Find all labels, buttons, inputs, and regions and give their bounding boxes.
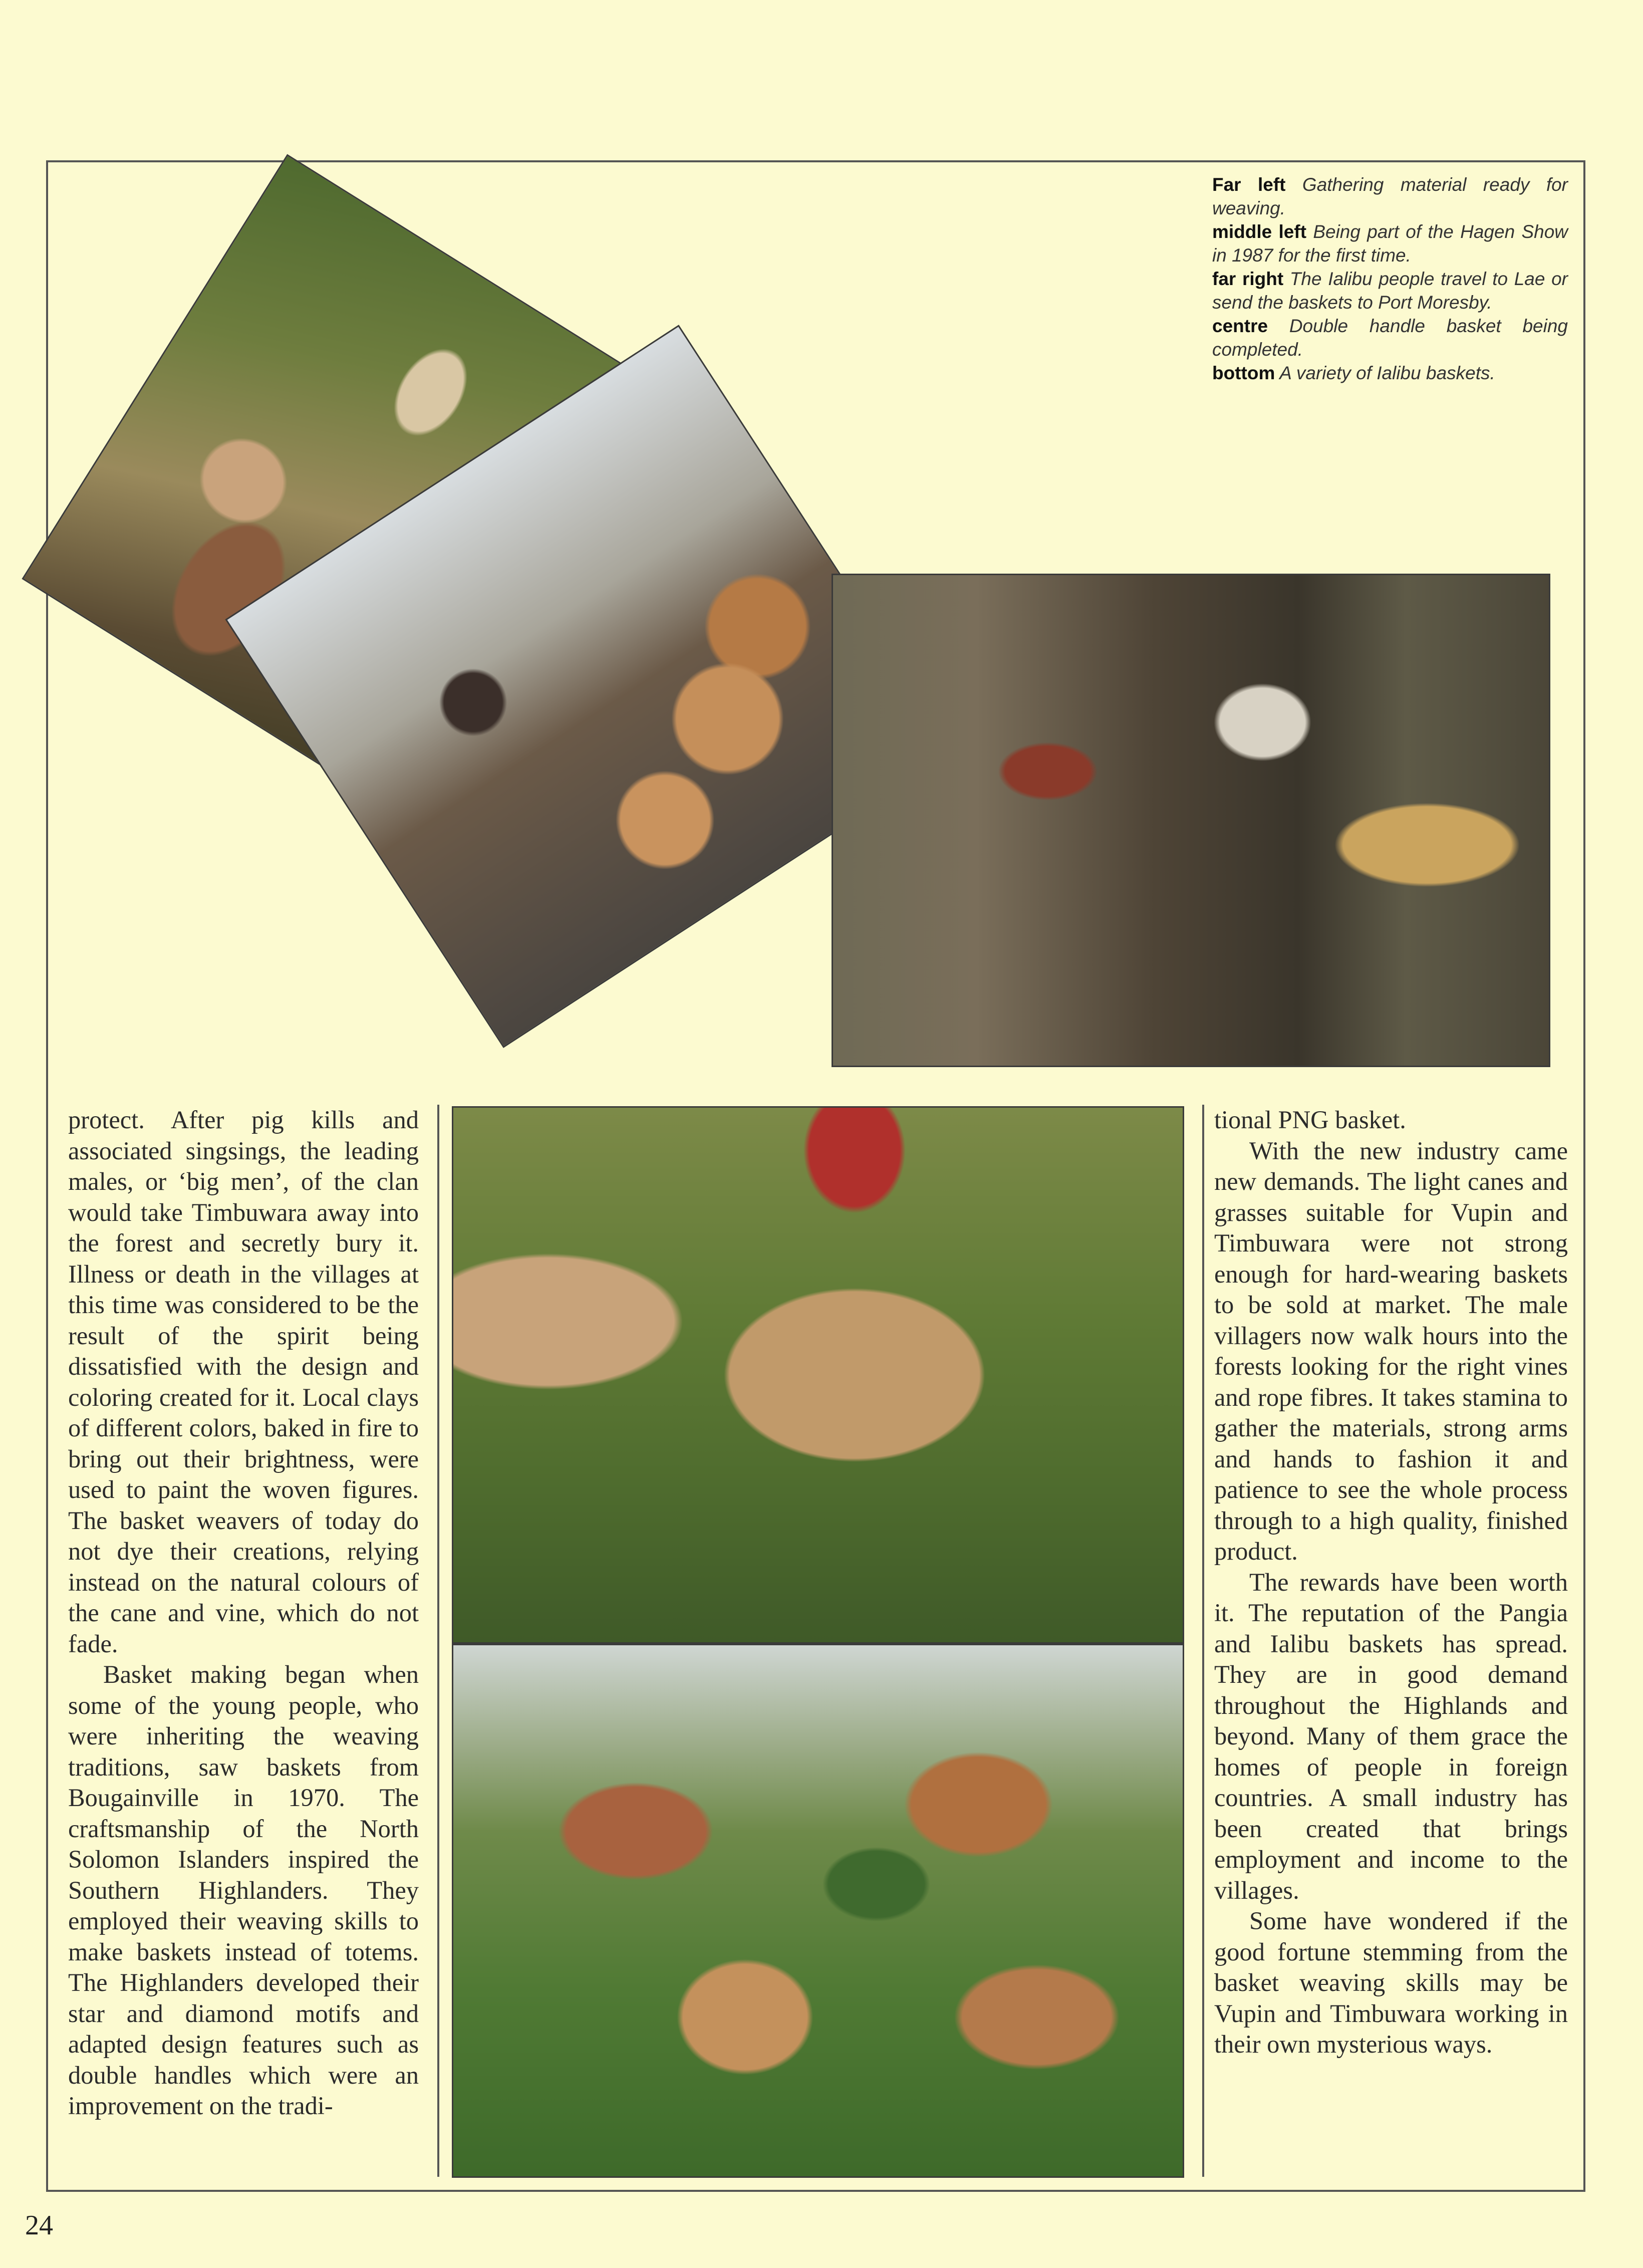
page-number: 24 — [25, 2210, 53, 2241]
article-column-right — [1214, 1105, 1568, 2060]
caption-label: centre — [1212, 316, 1268, 336]
caption-bottom — [1212, 361, 1568, 385]
paragraph: Some have wondered if the good fortune stemming from the basket weaving skills may be Vupin and Timbuwara working in their own mysterious ways. — [1214, 1907, 1568, 2058]
caption-label: Far left — [1212, 174, 1286, 195]
article-column-left — [68, 1105, 419, 2122]
paragraph: Basket making began when some of the young people, who were inheriting the weaving traditions, saw baskets from Bougainville in 1970. The craftsmanship of the North Solomon Islanders inspired the Southern Highlanders. They employed their weaving skills to make baskets instead of totems. The Highlanders developed their star and diamond motifs and adapted design features such as double handles which were an improvement on the tradi- — [68, 1660, 419, 2120]
column-divider — [437, 1105, 439, 2177]
caption-label: far right — [1212, 269, 1284, 289]
caption-label: middle left — [1212, 221, 1307, 242]
photo-variety-of-baskets — [452, 1644, 1184, 2178]
column-divider — [1202, 1105, 1204, 2177]
paragraph: protect. After pig kills and associated singsings, the leading males, or ‘big men’, of the clan would take Timbuwara away into the forest and secretly bury it. Illness or death in the villages at this time was considered to be the result of the spirit being dissatisfied with the design and coloring created for it. Local clays of different colors, baked in fire to bring out their brightness, were used to paint the woven figures. The basket weavers of today do not dye their creations, relying instead on the natural colours of the cane and vine, which do not fade. — [68, 1106, 419, 1658]
photo-ialibu-people — [832, 574, 1550, 1067]
caption-text: Being part of the Hagen Show in 1987 for the first time. — [1212, 221, 1568, 266]
caption-text: The Ialibu people travel to Lae or send the baskets to Port Moresby. — [1212, 269, 1568, 313]
caption-text: A variety of Ialibu baskets. — [1279, 363, 1495, 383]
photo-captions — [1212, 173, 1568, 385]
caption-text: Double handle basket being completed. — [1212, 316, 1568, 360]
caption-middle-left — [1212, 220, 1568, 267]
caption-centre — [1212, 314, 1568, 361]
photo-double-handle-basket — [452, 1106, 1184, 1644]
paragraph: tional PNG basket. — [1214, 1106, 1406, 1134]
caption-text: Gathering material ready for weaving. — [1212, 174, 1568, 218]
paragraph: With the new industry came new demands. The light canes and grasses suitable for Vupin and Timbuwara were not strong enough for hard-wearing baskets to be sold at market. The male villagers now walk hours into the forests looking for the right vines and rope fibres. It takes stamina to gather the materials, strong arms and hands to fashion it and patience to see the whole process through to a high quality, finished product. — [1214, 1136, 1568, 1565]
paragraph: The rewards have been worth it. The reputation of the Pangia and Ialibu baskets has spread. They are in good demand throughout the Highlands and beyond. Many of them grace the homes of people in foreign countries. A small industry has been created that brings employment and income to the villages. — [1214, 1568, 1568, 1904]
caption-far-left — [1212, 173, 1568, 220]
caption-label: bottom — [1212, 363, 1275, 383]
caption-far-right — [1212, 267, 1568, 314]
